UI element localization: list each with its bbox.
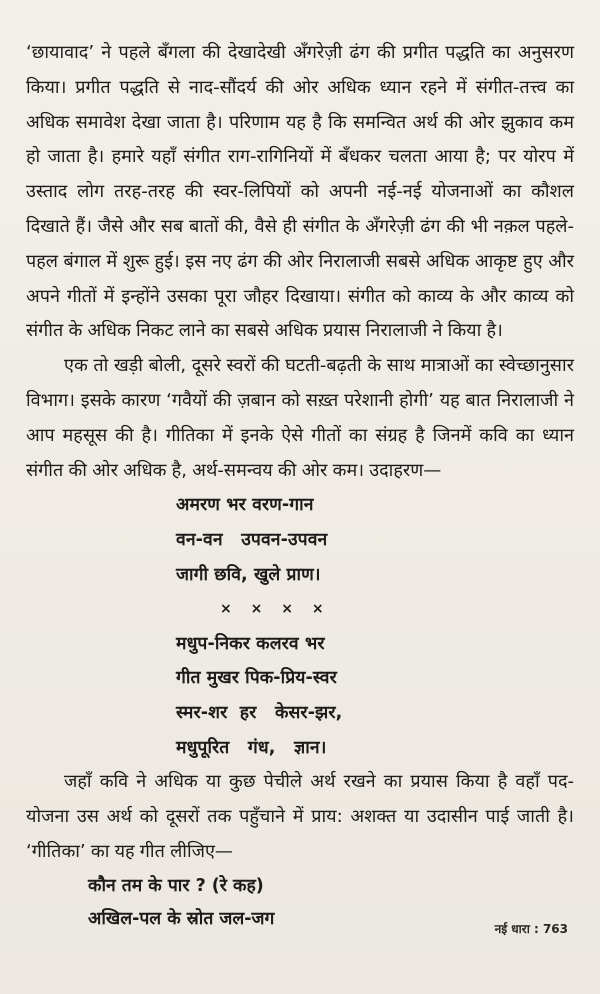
verse-line: गीत मुखर पिक-प्रिय-स्वर [176,668,337,689]
verse-example-two [26,870,574,938]
verse-line: अमरण भर वरण-गान [176,495,314,516]
paragraph-khadi-boli: एक तो खड़ी बोली, दूसरे स्वरों की घटती-बढ़ती के साथ मात्राओं का स्वेच्छानुसार विभाग। इसके कारण ‘गवैयों की ज़बान को सख़्त परेशानी होगी’ यह बात निरालाजी ने आप महसूस की है। गीतिका में इनके ऐसे गीतों का संग्रह है जिनमें कवि का ध्यान संगीत की ओर अधिक है, अर्थ-समन्वय की ओर कम। उदाहरण— [26,355,574,481]
verse-line: मधुपूरित गंध, ज्ञान। [176,737,327,758]
verse-line: मधुप-निकर कलरव भर [176,633,325,654]
verse-line: कौन तम के पार ? (रे कह) [88,875,264,896]
paragraph-chhayavad: ‘छायावाद’ ने पहले बँगला की देखादेखी अँगरेज़ी ढंग की प्रगीत पद्धति का अनुसरण किया। प्रगीत पद्धति से नाद-सौंदर्य की ओर अधिक ध्यान रहने में संगीत-तत्त्व का अधिक समावेश देखा जाता है। परिणाम यह है कि समन्वित अर्थ की ओर झुकाव कम हो जाता है। हमारे यहाँ संगीत राग-रागिनियों में बँधकर चलता आया है; पर योरप में उस्ताद लोग तरह-तरह की स्वर-लिपियों को अपनी नई-नई योजनाओं का कौशल दिखाते हैं। जैसे और सब बातों की, वैसे ही संगीत के अँगरेज़ी ढंग की भी नक़ल पहले-पहल बंगाल में शुरू हुई। इस नए ढंग की ओर निरालाजी सबसे अधिक आकृष्ट हुए और अपने गीतों में इन्होंने उसका पूरा जौहर दिखाया। संगीत को काव्य के और काव्य को संगीत के अधिक निकट लाने का सबसे अधिक प्रयास निरालाजी ने किया है। [26,42,574,342]
verse-line: स्मर-शर हर केसर-झर, [176,702,343,723]
running-footer: नई धारा : 763 [494,922,568,936]
verse-line: जागी छवि, खुले प्राण। [176,564,321,585]
paragraph-pad-yojana: जहाँ कवि ने अधिक या कुछ पेचीले अर्थ रखने का प्रयास किया है वहाँ पद-योजना उस अर्थ को दूसरों तक पहुँचाने में प्राय: अशक्त या उदासीन पाई जाती है। ‘गीतिका’ का यह गीत लीजिए— [26,771,574,862]
verse-separator: × × × × [220,601,331,618]
verse-example-one [26,488,574,765]
verse-line: अखिल-पल के स्रोत जल-जग [88,909,275,930]
verse-line: वन-वन उपवन-उपवन [176,529,328,550]
